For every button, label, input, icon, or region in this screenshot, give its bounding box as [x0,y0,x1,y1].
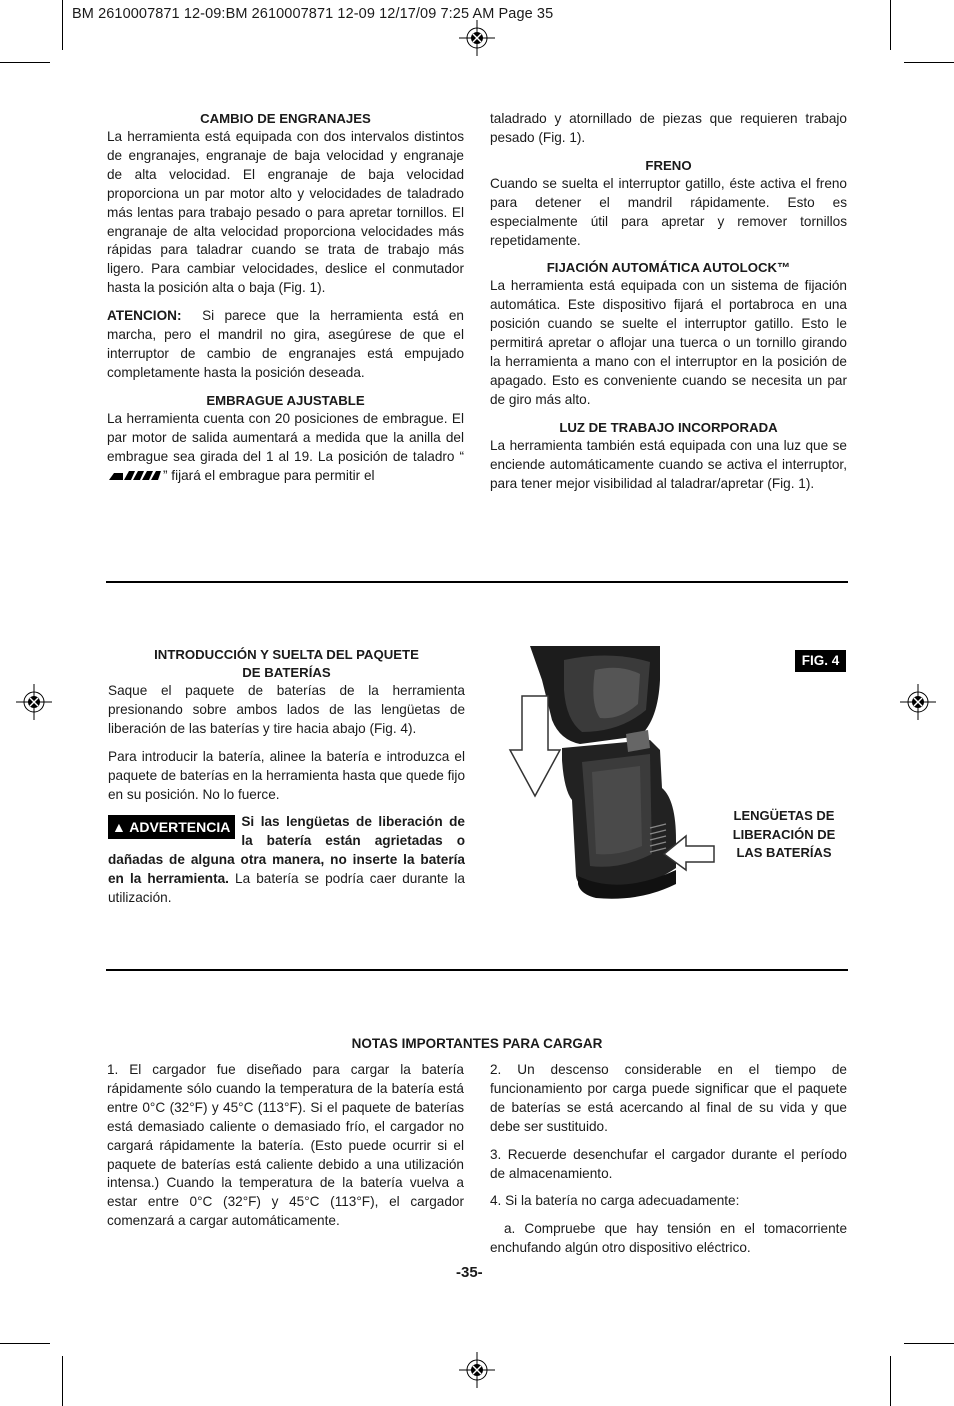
registration-mark-icon [16,684,52,720]
registration-mark-icon [459,1352,495,1388]
running-head: BM 2610007871 12-09:BM 2610007871 12-09 12/17/09 7:25 AM Page 35 [72,6,554,22]
caution-label: ATENCION: [107,308,182,324]
section-title-charging: NOTAS IMPORTANTES PARA CARGAR [351,1036,603,1051]
charging-note-4: 4. Si la batería no carga adecuadamente: [490,1193,740,1209]
section-title-autolock: FIJACIÓN AUTOMÁTICA AUTOLOCK™ [546,260,791,276]
crop-mark [62,1356,63,1406]
light-body: La herramienta también está equipada con una luz que se enciende automáticamente cuando se activa el interruptor, para tener mejor visibilidad al taladrar/apretar (Fig. 1). [490,437,847,491]
gear-body: La herramienta está equipada con dos intervalos distintos de engranajes, engranaje de baja velocidad y engranaje de alta velocidad. El engranaje de baja velocidad proporciona un par motor alto y velocidades de taladrado más lentas para trabajo pesado o para apretar tornillos. El engranaje de alta velocidad proporciona velocidades más rápidas para taladrar cuando se trata de trabajo más ligero. Para cambiar velocidades, deslice el conmutador hasta la posición alta o baja (Fig. 1). [107,129,464,296]
crop-mark [0,62,50,63]
clutch-text-before: La herramienta cuenta con 20 posiciones de embrague. El par motor de salida aumentará a medida que la anilla del embrague sea girada del 1 al 19. La posición de taladro “ [107,410,464,464]
divider [106,581,848,583]
column-top-right [490,110,847,503]
brake-body: Cuando se suelta el interruptor gatillo, éste activa el freno para detener el mandril rápidamente. Esto es especialmente útil para apretar y remover tornillos repetidamente. [490,175,847,248]
section-title-clutch: EMBRAGUE AJUSTABLE [206,392,365,408]
column-battery [108,646,465,917]
charging-note-2: 2. Un descenso considerable en el tiempo de funcionamiento por carga puede significar que el paquete de baterías se está acercando al final de su vida y que debe ser sustituido. [490,1062,847,1134]
charging-note-4a: a. Compruebe que hay tensión en el tomacorriente enchufando algún otro dispositivo eléctrico. [490,1221,847,1256]
battery-pack-illustration [500,640,730,900]
gear-caution [107,307,464,383]
warning-normal-text: La batería se podría caer durante la utilización. [108,871,465,906]
divider [106,969,848,971]
charging-note-1: 1. El cargador fue diseñado para cargar la batería rápidamente sólo cuando la temperatura de la batería está entre 0°C (32°F) y 45°C (113°F). Si el paquete de baterías está demasiado caliente o demasiado frío, el cargador no cargará rápidamente la batería. (Esto puede ocurrir si el paquete de baterías está caliente debido a una utilización intensa.) Cuando la temperatura de la batería vuelva a estar entre 0°C (32°F) y 45°C (113°F), el cargador comenzará a cargar automáticamente. [107,1062,464,1229]
battery-p2: Para introducir la batería, alinee la batería e introduzca el paquete de baterías en la herramienta hasta que quede fijo en su posición. No lo fuerce. [108,748,465,802]
section-title-brake: FRENO [645,157,692,173]
registration-mark-icon [900,684,936,720]
column-top-left [107,110,464,485]
figure-label-line: LIBERACIÓN DE [732,826,836,842]
column-charging-right [490,1061,847,1267]
clutch-text-after: ” fijará el embrague para permitir el [163,467,375,483]
section-title-light: LUZ DE TRABAJO INCORPORADA [559,419,778,435]
autolock-body: La herramienta está equipada con un sistema de fijación automática. Este dispositivo fijará el portabroca en una posición cuando se suelte el interruptor gatillo. Esto le permitirá apretar o aflojar una tuerca o un tornillo girando la herramienta a mano con el interruptor en la posición de apagado. Esto es conveniente cuando se necesita un par de giro más alto. [490,278,847,407]
crop-mark [904,1343,954,1344]
registration-mark-icon [459,20,495,56]
crop-mark [0,1343,50,1344]
warning-badge [108,815,235,839]
figure-label [728,807,840,863]
page-number: -35- [456,1264,483,1281]
warning-badge-label: ADVERTENCIA [129,819,231,836]
section-title-battery-2: DE BATERÍAS [242,665,331,680]
clutch-continued: taladrado y atornillado de piezas que requieren trabajo pesado (Fig. 1). [490,111,847,145]
clutch-body [107,410,464,486]
battery-p1: Saque el paquete de baterías de la herramienta presionando sobre ambos lados de las lengüetas de liberación de las baterías y tire hacia abajo (Fig. 4). [108,683,465,736]
column-charging-left [107,1061,464,1240]
crop-mark [904,62,954,63]
figure-label-line: LENGÜETAS DE [733,808,835,823]
caution-text: Si parece que la herramienta está en marcha, pero el mandril no gira, asegúrese de que el interruptor de cambio de engranajes está empujado completamente hasta la posición deseada. [107,308,464,380]
figure-tag: FIG. 4 [795,650,846,672]
battery-warning [108,813,465,908]
crop-mark [890,1356,891,1406]
drill-position-icon [109,469,161,483]
crop-mark [890,0,891,50]
crop-mark [62,0,63,50]
figure-label-line: LAS BATERÍAS [736,845,832,860]
section-title-gear: CAMBIO DE ENGRANAJES [200,111,371,126]
charging-note-3: 3. Recuerde desenchufar el cargador durante el período de almacenamiento. [490,1146,847,1181]
warning-bold-text: Si las lengüetas de liberación de la batería están agrietadas o dañadas de alguna otra manera, no inserte la batería en la herramienta. [108,814,465,887]
section-title-battery-1: INTRODUCCIÓN Y SUELTA DEL PAQUETE [154,647,419,662]
warning-triangle-icon: ▲ [112,819,126,836]
